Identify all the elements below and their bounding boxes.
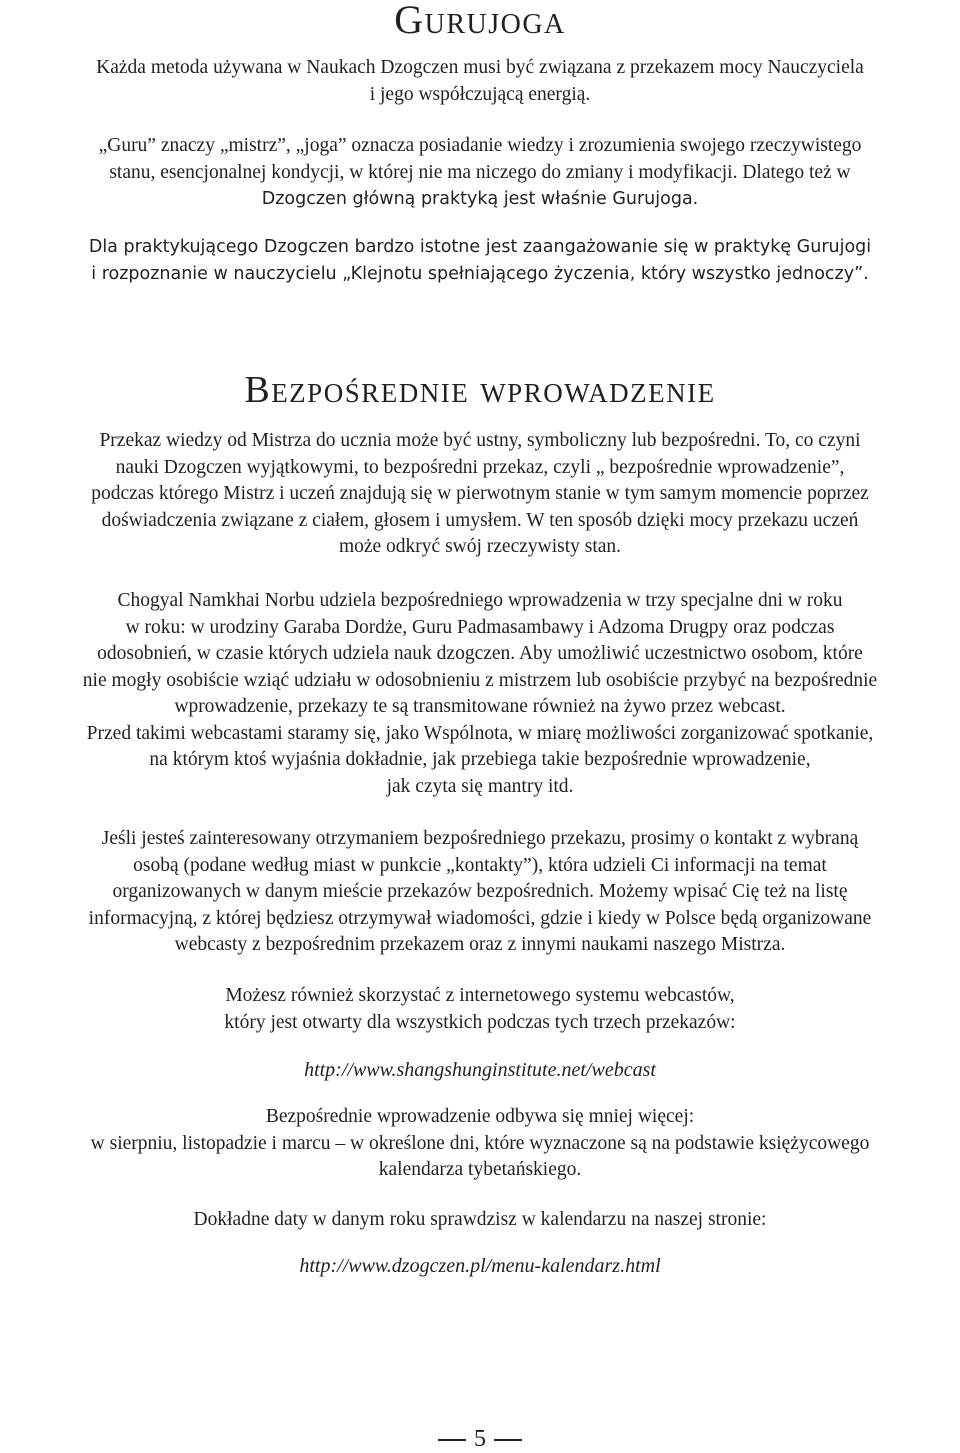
text-line: doświadczenia związane z ciałem, głosem i umysłem. W ten sposób dzięki mocy przekazu uczeń [101, 509, 859, 531]
text-line: Możesz również skorzystać z internetowego systemu webcastów, [225, 985, 735, 1006]
calendar-link[interactable]: http://www.dzogczen.pl/menu-kalendarz.html [299, 1255, 661, 1277]
text-line: Każda metoda używana w Naukach Dzogczen musi być związana z przekazem mocy Nauczyciela [96, 57, 864, 78]
page-number-value: 5 [474, 1426, 486, 1452]
webcast-link[interactable]: http://www.shangshunginstitute.net/webcast [304, 1059, 656, 1081]
text-line: który jest otwarty dla wszystkich podczas tych trzech przekazów: [224, 1011, 736, 1033]
paragraph-bez-2 [0, 588, 960, 800]
paragraph-gurujoga-2 [0, 133, 960, 213]
paragraph-gurujoga-1 [0, 55, 960, 108]
text-line: Przed takimi webcastami staramy się, jako Wspólnota, w miarę możliwości zorganizować spotkanie, [86, 722, 874, 744]
text-line: stanu, esencjonalnej kondycji, w której nie ma niczego do zmiany i modyfikacji. Dlatego też w [109, 161, 851, 183]
text-line: Chogyal Namkhai Norbu udziela bezpośredniego wprowadzenia w trzy specjalne dni w roku [117, 590, 843, 611]
paragraph-bez-6 [0, 1207, 960, 1234]
text-line: na którym ktoś wyjaśnia dokładnie, jak przebiega takie bezpośrednie wprowadzenie, [149, 749, 811, 770]
text-line: w sierpniu, listopadzie i marcu – w określone dni, które wyznaczone są na podstawie księżycowego [90, 1132, 870, 1154]
text-line: osobą (podane według miast w punkcie „kontakty”), która udzieli Ci informacji na temat [133, 854, 827, 876]
text-line: organizowanych w danym mieście przekazów bezpośrednich. Możemy wpisać Cię też na listę [112, 881, 848, 902]
text-line: w roku: w urodziny Garaba Dordże, Guru Padmasambawy i Adzoma Drugpy oraz podczas [125, 616, 835, 638]
text-line: Dzogczen główną praktyką jest właśnie Gurujoga. [261, 189, 699, 209]
section-title-gurujoga: Gurujoga [394, 0, 566, 42]
text-line: odosobnień, w czasie których udziela nauk dzogczen. Aby umożliwić uczestnictwo osobom, które [97, 643, 863, 664]
text-line: Bezpośrednie wprowadzenie odbywa się mniej więcej: [265, 1106, 695, 1127]
text-line: Dokładne daty w danym roku sprawdzisz w kalendarzu na naszej stronie: [193, 1209, 767, 1230]
page-number [0, 1425, 960, 1453]
text-line: webcasty z bezpośrednim przekazem oraz z innymi naukami naszego Mistrza. [174, 934, 786, 955]
dash-left [438, 1439, 466, 1441]
text-line: i rozpoznanie w nauczycielu „Klejnotu spełniającego życzenia, który wszystko jednoczy”. [91, 263, 869, 284]
text-line: nie mogły osobiście wziąć udziału w odosobnieniu z mistrzem lub osobiście przybyć na bezpośrednie [82, 669, 878, 691]
text-line: nauki Dzogczen wyjątkowymi, to bezpośredni przekaz, czyli „ bezpośrednie wprowadzenie”, [115, 456, 845, 478]
text-line: Przekaz wiedzy od Mistrza do ucznia może być ustny, symboliczny lub bezpośredni. To, co czyni [99, 430, 861, 451]
text-line: Dla praktykującego Dzogczen bardzo istotne jest zaangażowanie się w praktykę Gurujogi [88, 237, 872, 257]
text-line: wprowadzenie, przekazy te są transmitowane również na żywo przez webcast. [174, 696, 786, 717]
text-line: „Guru” znaczy „mistrz”, „joga” oznacza posiadanie wiedzy i zrozumienia swojego rzeczywistego [98, 135, 862, 156]
text-line: może odkryć swój rzeczywisty stan. [338, 536, 622, 557]
dash-right [494, 1439, 522, 1441]
text-line: i jego współczującą energią. [369, 83, 591, 105]
paragraph-gurujoga-3 [0, 234, 960, 287]
paragraph-bez-5 [0, 1104, 960, 1184]
text-line: informacyjną, z której będziesz otrzymywał wiadomości, gdzie i kiedy w Polsce będą organizowane [88, 907, 872, 929]
text-line: Jeśli jesteś zainteresowany otrzymaniem bezpośredniego przekazu, prosimy o kontakt z wybraną [101, 828, 859, 849]
text-line: jak czyta się mantry itd. [386, 775, 574, 797]
paragraph-bez-1 [0, 428, 960, 561]
section-title-bezposrednie-wprowadzenie: Bezpośrednie wprowadzenie [244, 369, 716, 411]
paragraph-bez-4 [0, 983, 960, 1036]
paragraph-bez-3 [0, 826, 960, 959]
text-line: kalendarza tybetańskiego. [378, 1159, 582, 1180]
text-line: podczas którego Mistrz i uczeń znajdują się w pierwotnym stanie w tym samym momencie poprzez [91, 483, 869, 504]
